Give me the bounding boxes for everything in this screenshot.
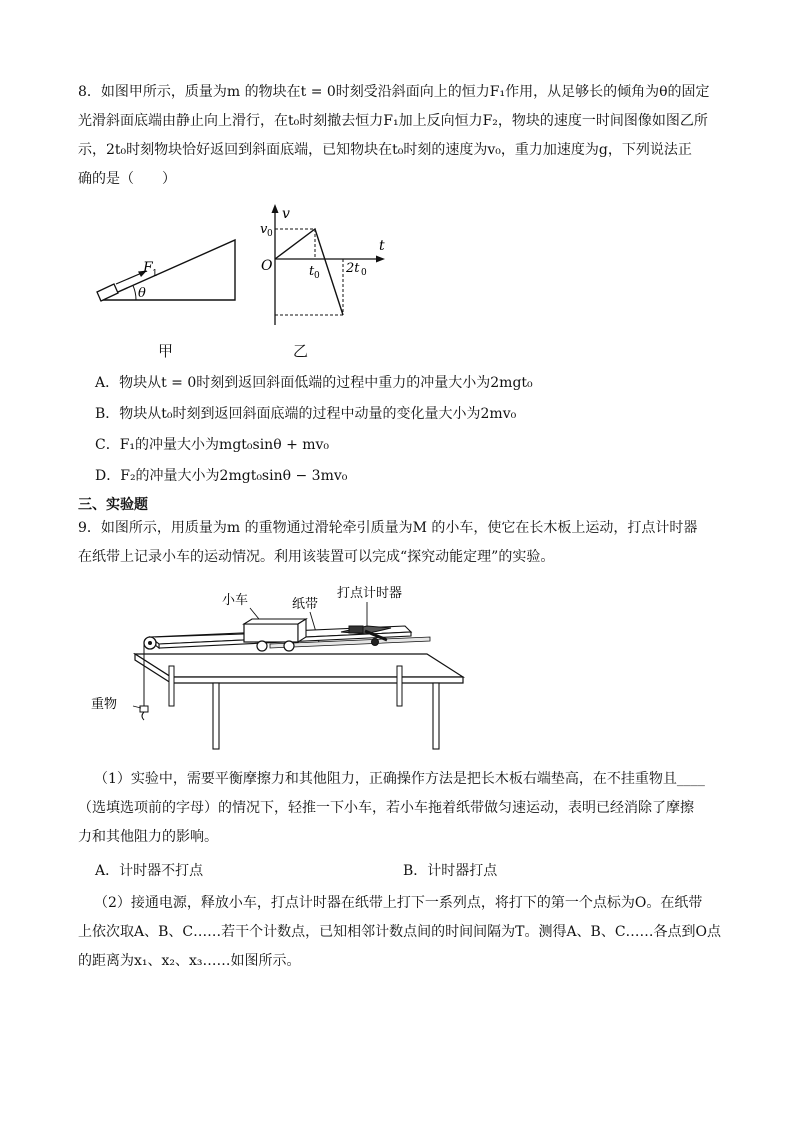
origin-label: O	[261, 258, 273, 274]
q9-part1-line-2: （选填选项前的字母）的情况下，轻推一下小车，若小车拖着纸带做匀速运动，表明已经消除了摩擦	[78, 800, 694, 816]
q9-line-2: 在纸带上记录小车的运动情况。利用该装置可以完成“探究动能定理”的实验。	[78, 549, 555, 565]
section-title: 三、实验题	[78, 497, 148, 513]
figure-yi-caption: 乙	[293, 342, 309, 360]
q9-part2-line-2: 上依次取A、B、C……若干个计数点，已知相邻计数点间的时间间隔为T。测得A、B、C……各点到O点	[78, 924, 722, 940]
table-top	[135, 654, 463, 677]
q8-line-1: 8．如图甲所示，质量为m 的物块在t = 0时刻受沿斜面向上的恒力F₁作用，从足够长的倾角为θ的固定	[78, 84, 710, 100]
table-leg	[213, 683, 219, 749]
q8-option-b[interactable]: B．物块从t₀时刻到返回斜面底端的过程中动量的变化量大小为2mv₀	[95, 406, 517, 422]
v0-label: v	[260, 222, 268, 237]
q9-part2-line-3: 的距离为x₁、x₂、x₃……如图所示。	[78, 953, 301, 969]
figure-jia-incline	[92, 232, 242, 304]
t0-label-sub: 0	[314, 271, 320, 281]
cart-label: 小车	[222, 593, 249, 608]
q9-part2	[78, 889, 730, 976]
v0-label-sub: 0	[267, 229, 273, 239]
cart-wheel	[257, 641, 267, 651]
q9-part1	[78, 765, 730, 852]
tape-label: 纸带	[292, 597, 319, 612]
figure-jia-caption: 甲	[158, 342, 174, 360]
question-8-stem	[78, 78, 730, 194]
timer-body	[349, 626, 363, 633]
weight-hanger	[140, 706, 148, 712]
q8-option-a[interactable]: A．物块从t = 0时刻到返回斜面低端的过程中重力的冲量大小为2mgt₀	[95, 375, 533, 391]
q9-part1-line-3: 力和其他阻力的影响。	[78, 829, 218, 845]
t0-label: t	[309, 264, 315, 279]
t2-label: 2t	[346, 261, 360, 276]
q9-part1-line-1: （1）实验中，需要平衡摩擦力和其他阻力，正确操作方法是把长木板右端垫高，在不挂重物且____	[94, 771, 705, 787]
q8-line-2: 光滑斜面底端由静止向上滑行，在t₀时刻撤去恒力F₁加上反向恒力F₂，物块的速度一时间图像如图乙所	[78, 113, 708, 129]
force-label: F	[143, 260, 153, 276]
q8-line-4: 确的是（ ）	[78, 171, 176, 187]
question-9-stem	[78, 514, 730, 572]
q9-part2-line-1: （2）接通电源，释放小车，打点计时器在纸带上打下一系列点，将打下的第一个点标为O。在纸带	[94, 895, 703, 911]
q9-option-a[interactable]: A．计时器不打点	[95, 863, 204, 879]
q8-option-c[interactable]: C．F₁的冲量大小为mgt₀sinθ + mv₀	[95, 437, 330, 453]
table-leg	[397, 666, 402, 706]
table-leg	[433, 683, 439, 749]
q8-option-d[interactable]: D．F₂的冲量大小为2mgt₀sinθ − 3mv₀	[95, 468, 348, 484]
t2-label-sub: 0	[361, 268, 367, 278]
q8-line-3: 示，2t₀时刻物块恰好返回到斜面底端，已知物块在t₀时刻的速度为v₀，重力加速度为g，下列说法正	[78, 142, 692, 158]
t-axis-arrow	[376, 256, 385, 263]
weight-label: 重物	[91, 697, 118, 712]
block-shape	[97, 284, 118, 301]
v-axis-label: v	[282, 206, 290, 222]
v-axis-arrow	[272, 204, 279, 213]
figure-yi-vt-graph	[255, 200, 395, 328]
figure-apparatus	[91, 582, 475, 754]
force-label-sub: 1	[152, 269, 158, 279]
table-leg	[169, 666, 174, 706]
t-axis-label: t	[379, 238, 385, 254]
angle-label: θ	[138, 286, 146, 301]
cart-body	[244, 624, 298, 642]
cart-wheel	[284, 641, 294, 651]
q9-option-b[interactable]: B．计时器打点	[403, 863, 498, 879]
timer-label: 打点计时器	[337, 586, 403, 601]
q9-line-1: 9．如图所示，用质量为m 的重物通过滑轮牵引质量为M 的小车，使它在长木板上运动，打点计时器	[78, 520, 698, 536]
